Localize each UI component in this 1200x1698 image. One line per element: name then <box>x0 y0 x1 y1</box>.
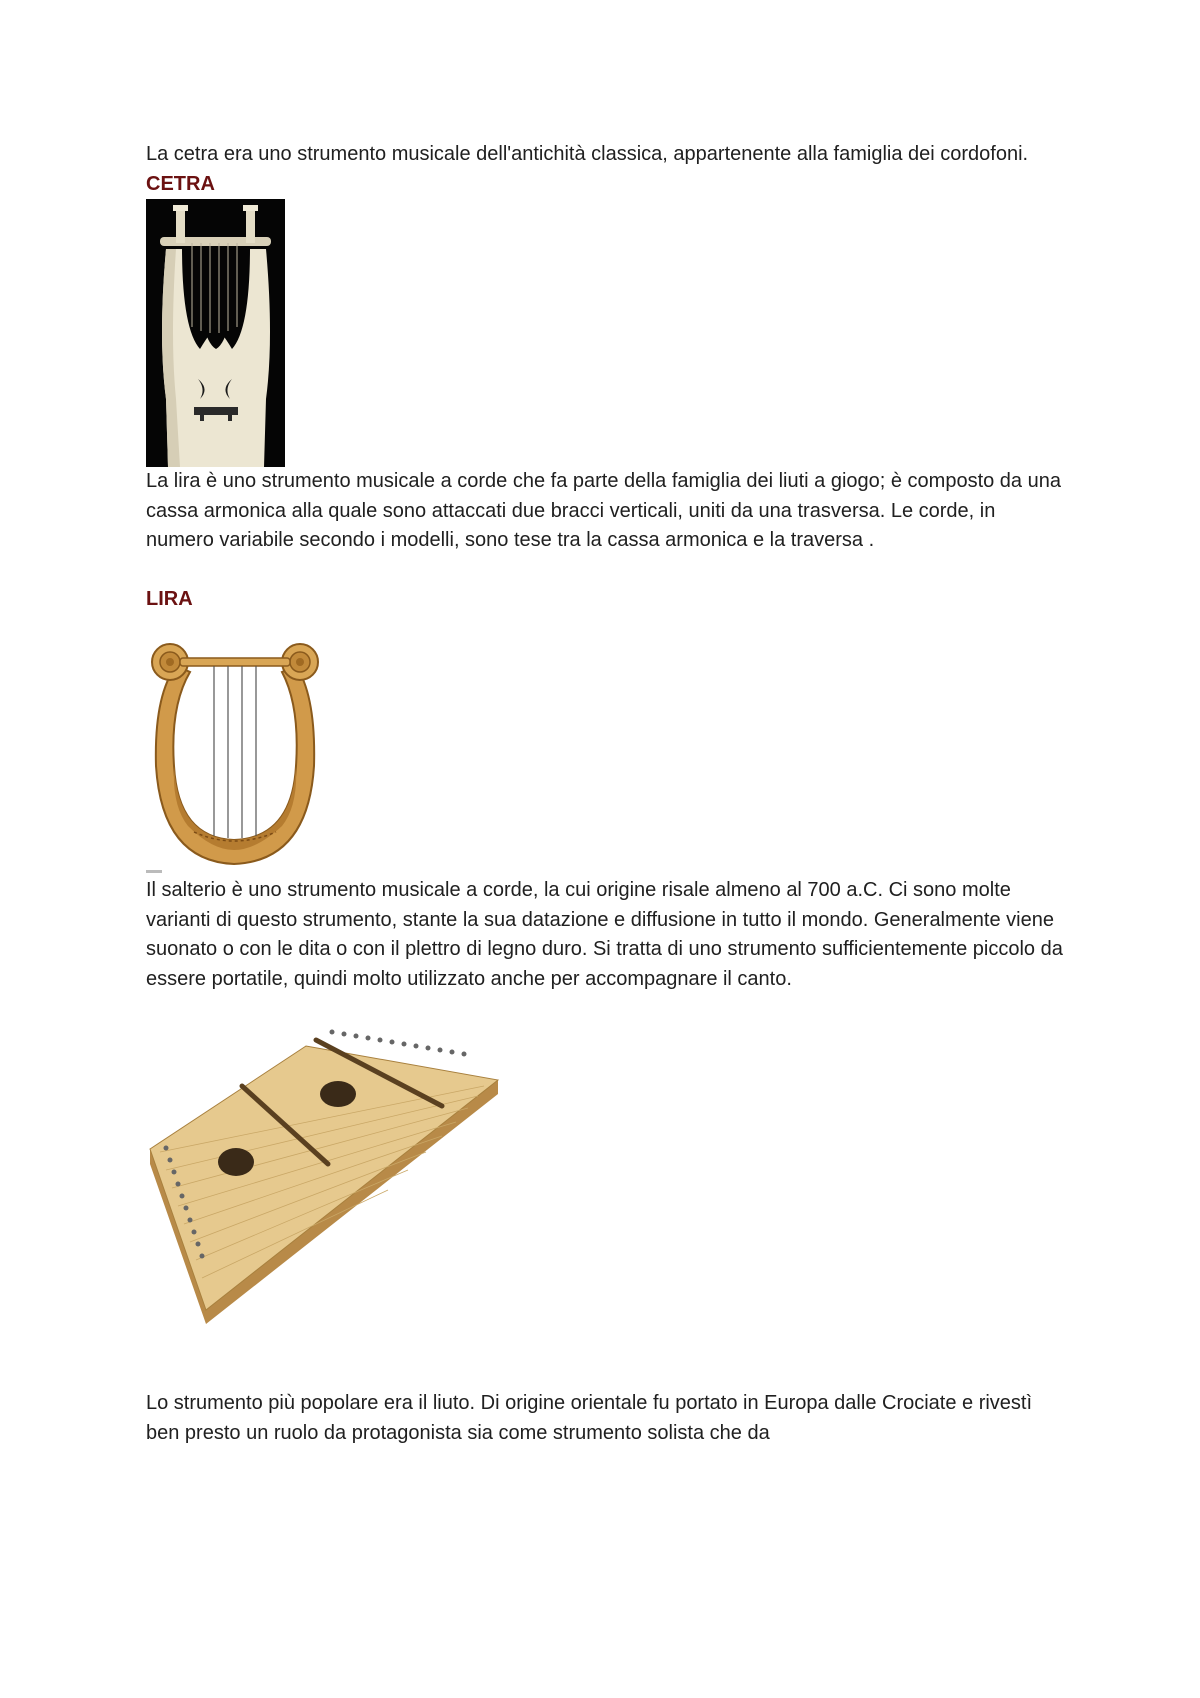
salterio-image <box>146 1024 506 1329</box>
liuto-paragraph: Lo strumento più popolare era il liuto. Di origine orientale fu portato in Europa dalle Crociate e rivestì ben presto un ruolo da protagonista sia come strumento solista che da <box>146 1392 1033 1444</box>
cetra-image <box>146 199 285 467</box>
lira-heading: LIRA <box>146 587 193 610</box>
intro-paragraph: La cetra era uno strumento musicale dell'antichità classica, appartenente alla famiglia dei cordofoni. <box>146 143 1029 165</box>
document-page <box>146 140 1066 1448</box>
lira-image <box>146 636 326 876</box>
salterio-illustration <box>146 1024 506 1329</box>
lira-illustration <box>146 636 326 876</box>
cetra-heading: CETRA <box>146 172 215 195</box>
lira-paragraph: La lira è uno strumento musicale a corde che fa parte della famiglia dei liuti a giogo; è composto da una cassa armonica alla quale sono attaccati due bracci verticali, uniti da una trasversa. Le corde, in numero variabile secondo i modelli, sono tese tra la cassa armonica e la traversa . <box>146 470 1061 551</box>
salterio-paragraph: Il salterio è uno strumento musicale a corde, la cui origine risale almeno al 700 a.C. Ci sono molte varianti di questo strumento, stante la sua datazione e diffusione in tutto il mondo. Generalmente viene suonato o con le dita o con il plettro di legno duro. Si tratta di uno strumento sufficientemente piccolo da essere portatile, quindi molto utilizzato anche per accompagnare il canto. <box>146 879 1063 990</box>
cetra-illustration <box>146 199 285 467</box>
